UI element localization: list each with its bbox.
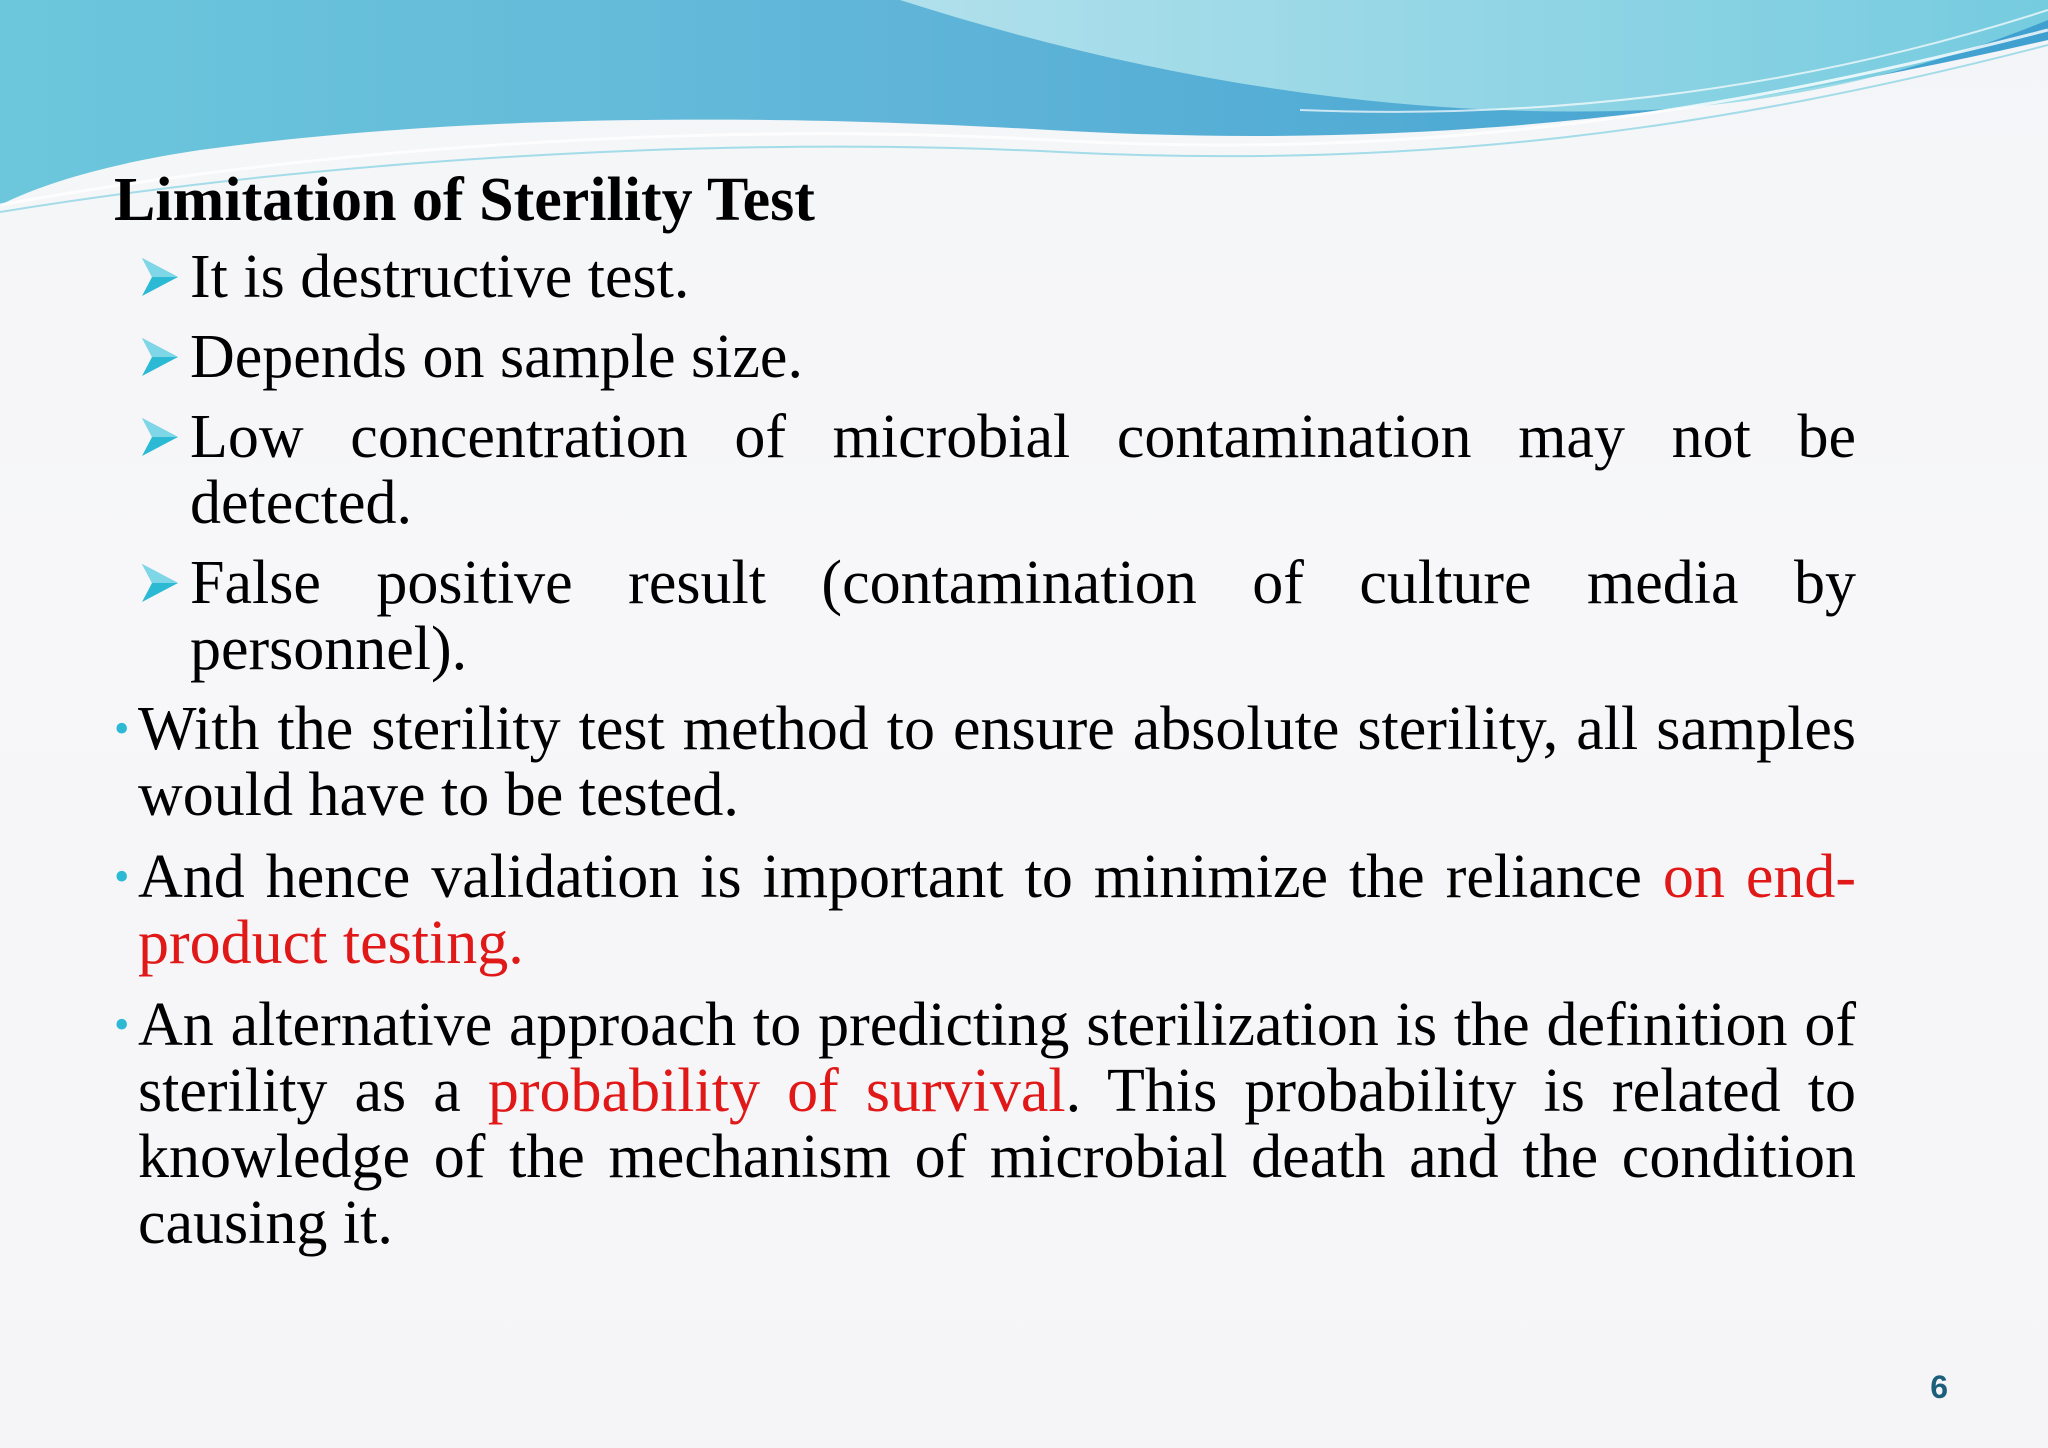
slide-content [114,160,1856,1272]
sub-point-4 [140,550,1856,682]
bullet-text-plain: With the sterility test method to ensure absolute sterility, all samples would have to be tested. [138,695,1856,829]
bullet-text-highlight: on end-product testing. [138,843,1856,977]
bullet-text-plain: And hence validation is important to minimize the reliance [138,843,1663,911]
bullet-3 [114,992,1856,1256]
bullet-text-highlight: probability of survival [487,1057,1066,1125]
sub-point-2 [140,324,1856,390]
arrowhead-icon [140,244,190,310]
sub-point-3 [140,404,1856,536]
page-number: 6 [1930,1369,1948,1405]
dot-icon: • [114,852,130,901]
sub-point-1 [140,244,1856,310]
sub-point-text: It is destructive test. [190,243,690,311]
arrowhead-icon [140,404,190,470]
bullet-2 [114,844,1856,976]
arrowhead-icon [140,324,190,390]
arrowhead-icon [140,550,190,616]
bullet-text-plain-after: . This probability is related to knowledge of the mechanism of microbial death and the condition causing it. [138,1057,1856,1257]
bullet-text [138,844,1856,976]
sub-point-text: False positive result (contamination of culture media by personnel). [190,549,1856,683]
bullet-text-plain: An alternative approach to predicting sterilization is the definition of sterility as a [138,991,1856,1125]
dot-icon: • [114,704,130,753]
sub-point-text: Low concentration of microbial contamination may not be detected. [190,403,1856,537]
bullet-text [138,992,1856,1256]
sub-point-text: Depends on sample size. [190,323,803,391]
slide-title: Limitation of Sterility Test [114,166,815,234]
bullet-text [138,696,1856,828]
bullet-1 [114,696,1856,828]
dot-icon: • [114,1000,130,1049]
